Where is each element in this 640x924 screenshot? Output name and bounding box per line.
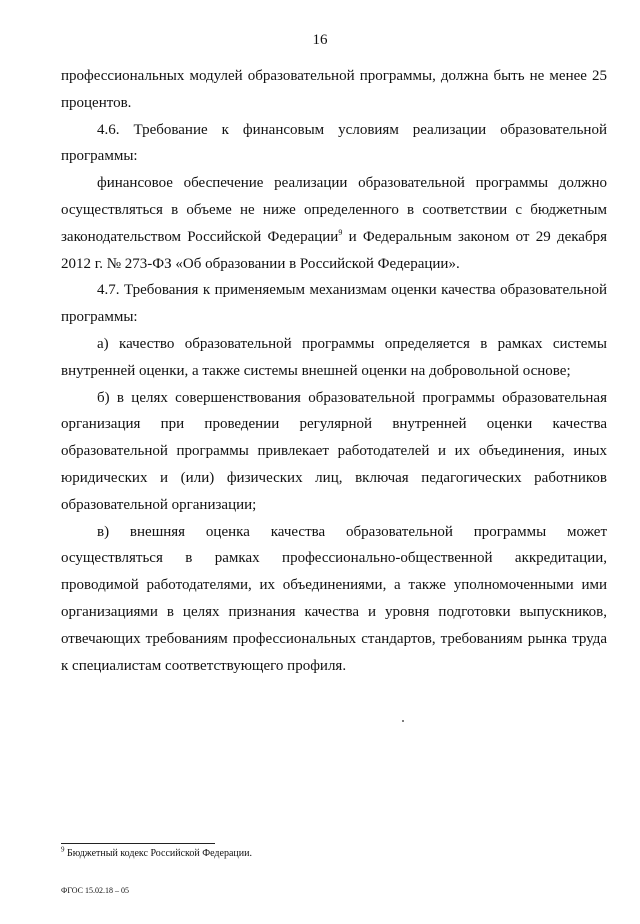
footnote-reference: 9 — [338, 227, 343, 237]
paragraph: б) в целях совершенствования образовательной программы образовательная организация при проведении регулярной внутренней оценки качества образовательной программы привлекает работодателей и их объединения, иных юридических и (или) физических лиц, включая педагогических работников образовательной организации; — [61, 389, 607, 513]
paragraph: в) внешняя оценка качества образовательной программы может осуществляться в рамках профессионально-общественной аккредитации, проводимой работодателями, их объединениями, а также уполномоченными ими организациями в целях признания качества и уровня подготовки выпускников, отвечающих требованиям профессиональных стандартов, требованиям рынка труда к специалистам соответствующего профиля. — [61, 523, 607, 674]
footnote — [61, 845, 252, 859]
page-number: 16 — [312, 32, 328, 48]
footnote-separator — [61, 843, 215, 844]
paragraph: профессиональных модулей образовательной программы, должна быть не менее 25 процентов. — [61, 68, 607, 111]
body-text — [61, 63, 607, 679]
paragraph — [61, 170, 607, 277]
document-code: ФГОС 15.02.18 – 05 — [61, 886, 129, 895]
paragraph: 4.7. Требования к применяемым механизмам оценки качества образовательной программы: — [61, 282, 607, 326]
paragraph-text: финансовое обеспечение реализации образовательной программы должно осуществляться в объеме не ниже определенного в соответствии с бюджетным законодательством Российской Федерации — [61, 175, 607, 245]
scan-speck — [402, 720, 404, 722]
footnote-text: Бюджетный кодекс Российской Федерации. — [67, 848, 252, 859]
paragraph: а) качество образовательной программы определяется в рамках системы внутренней оценки, а также системы внешней оценки на добровольной основе; — [61, 335, 607, 379]
footnote-number: 9 — [61, 845, 65, 854]
paragraph: 4.6. Требование к финансовым условиям реализации образовательной программы: — [61, 121, 607, 165]
paragraph-text: и Федеральным законом от 29 декабря 2012 г. № 273-ФЗ «Об образовании в Российской Федерации». — [61, 228, 607, 272]
